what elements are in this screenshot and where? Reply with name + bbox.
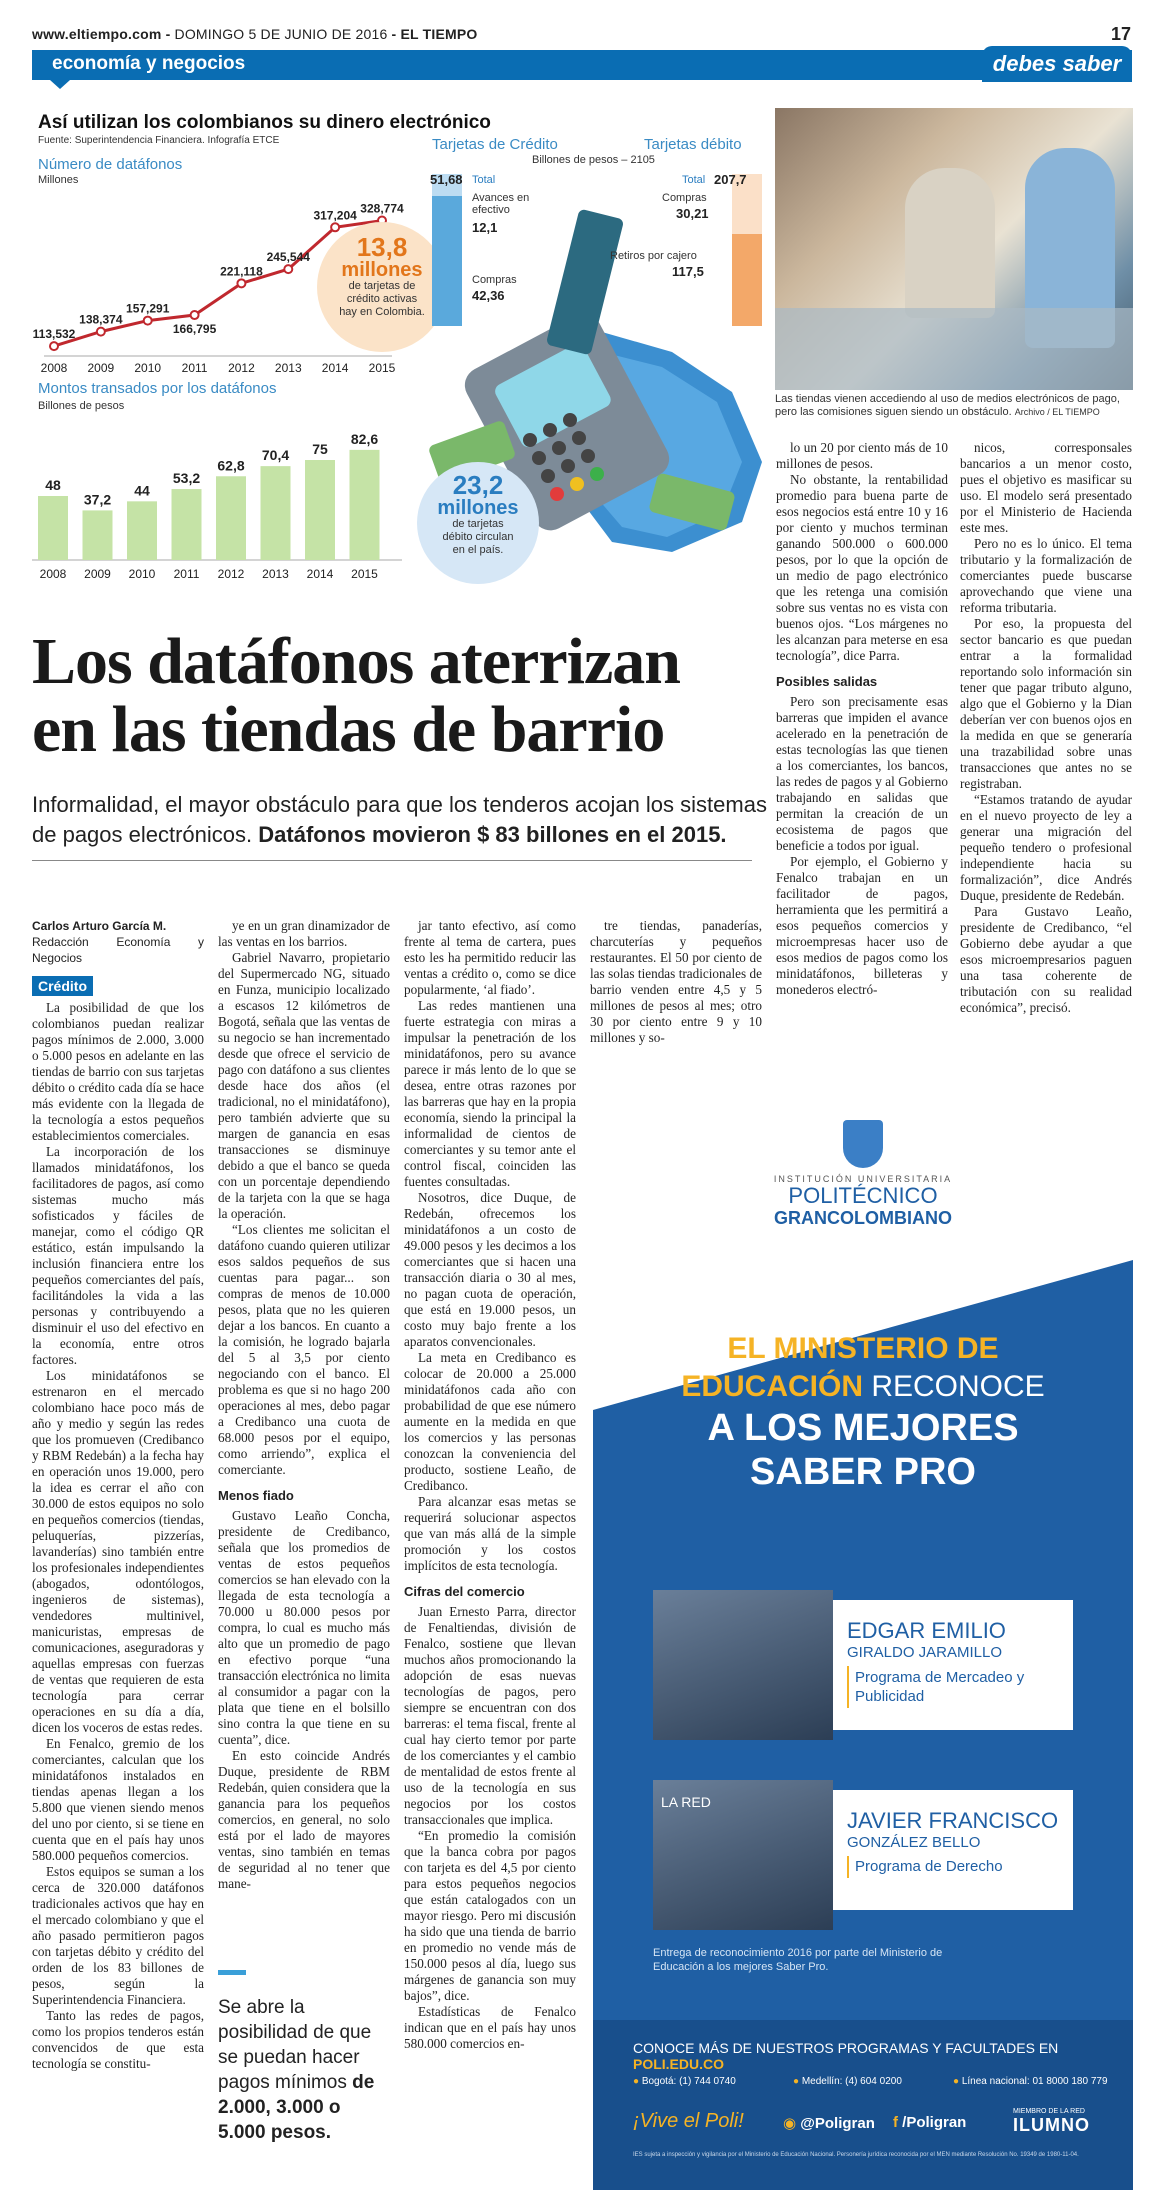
phone-nacional-text: Línea nacional: 01 8000 180 779 xyxy=(961,2076,1108,2087)
bar-value-label: 75 xyxy=(312,441,328,457)
article-column-1 xyxy=(32,918,204,2072)
debit-retiros-label: Retiros por cajero xyxy=(610,250,697,262)
paragraph: La posibilidad de que los colombianos puedan realizar pagos mínimos de 2.000, 3.000 o 5.000 pesos en adelante en las tiendas de barrio con sus tarjetas débito o crédito cada día se hace más evidente con la llegada de la tecnología a estos pequeños establecimientos comerciales. xyxy=(32,1000,204,1143)
data-label: 157,291 xyxy=(126,301,170,316)
data-label: 166,795 xyxy=(172,322,217,337)
ad-photo-caption: Entrega de reconocimiento 2016 por parte del Ministerio de Educación a los mejores Saber Pro. xyxy=(653,1947,943,1973)
montos-chart-title: Montos transados por los datáfonos xyxy=(38,380,277,397)
debit-compras-value: 30,21 xyxy=(676,206,709,221)
credit-compras-label: Compras xyxy=(472,274,517,286)
ad-person1-last: GIRALDO JARAMILLO xyxy=(847,1644,1003,1661)
paragraph: Pero son precisamente esas barreras que impiden el avance acelerado en la penetración de estas tecnologías las que tienen a los comerciantes, los bancos, las redes de pagos y al Gobierno trabajando en salidas que permitan la creación de un ecosistema de pagos que beneficie a todos por igual. xyxy=(776,694,948,853)
facebook-text: /Poligran xyxy=(902,2114,967,2131)
shield-icon xyxy=(843,1120,883,1168)
datafonos-chart-unit: Millones xyxy=(38,174,79,186)
data-label: 221,118 xyxy=(220,264,263,279)
ad-brand-2: GRANCOLOMBIANO xyxy=(774,1208,952,1228)
credit-cards-unit: millones xyxy=(341,259,423,281)
x-tick-label: 2012 xyxy=(228,361,255,375)
paragraph: Gustavo Leaño Concha, presidente de Credibanco, señala que los promedios de ventas de estos pequeños comercios se han elevado con la llegada de esta tecnología a 70.000 u 80.000 pesos por compra, lo cual es mucho más alto que un promedio de pago en efectivo porque “una transacción electrónica no limita al consumidor a pagar con la plata que tiene en el bolsillo sino contra la que tiene en su cuenta”, dice. xyxy=(218,1508,390,1747)
bar xyxy=(83,510,113,560)
credit-title: Tarjetas de Crédito xyxy=(432,136,558,153)
infographic xyxy=(32,112,762,592)
paragraph: La meta en Credibanco es colocar de 20.000 a 25.000 minidatáfonos cada año con probabilidad de que ese número aumente en la medida en que los comercios y las personas conozcan la conveniencia del producto, sostiene Leaño, de Credibanco. xyxy=(404,1350,576,1493)
bar xyxy=(305,460,335,560)
x-tick-label: 2014 xyxy=(321,361,349,375)
paragraph: tre tiendas, panaderías, charcuterías y pequeños restaurantes. El 50 por ciento de las solas tiendas tradicionales de barrio venden entre 4,5 y 5 millones de pesos al mes; otro 30 por ciento entre 9 y 10 millones y so- xyxy=(590,918,762,1045)
ad-twitter[interactable] xyxy=(783,2114,875,2132)
data-label: 113,532 xyxy=(32,327,76,342)
column-3b-text xyxy=(404,1604,576,2052)
bar-value-label: 37,2 xyxy=(83,491,112,508)
article-column-5 xyxy=(776,440,948,998)
x-tick-label: 2013 xyxy=(262,567,289,581)
credit-cards-text: de tarjetas de crédito activas hay en Colombia. xyxy=(339,280,425,318)
data-point xyxy=(237,279,245,287)
phone-icon: ● xyxy=(633,2076,640,2087)
x-tick-label: 2015 xyxy=(351,567,378,581)
data-point xyxy=(97,328,105,336)
credit-total-value: 51,68 xyxy=(430,172,463,187)
ad-network xyxy=(1013,2108,1090,2136)
subhead-menos-fiado: Menos fiado xyxy=(218,1488,294,1503)
ad-line-3: A LOS MEJORES xyxy=(707,1407,1019,1449)
debit-cards-unit: millones xyxy=(437,497,519,519)
datafonos-chart-title: Número de datáfonos xyxy=(38,156,183,173)
photo-caption xyxy=(775,393,1133,419)
debit-total-value: 207,7 xyxy=(714,172,747,187)
paragraph: “Estamos tratando de ayudar en el nuevo proyecto de ley a generar una migración del pequeño tendero o profesional independiente hacia su formalización”, dice Andrés Duque, presidente de Redebán. xyxy=(960,792,1132,903)
photo-caption-text: Las tiendas vienen accediendo al uso de medios electrónicos de pago, pero las comisiones siguen siendo un obstáculo. xyxy=(775,393,1120,418)
ad-photo-1 xyxy=(653,1590,833,1740)
montos-bar-chart xyxy=(32,412,412,592)
section-notch xyxy=(50,80,70,89)
paragraph: Por ejemplo, el Gobierno y Fenalco trabajan en un facilitador de pagos, herramienta que les permitirá a esos pequeños comercios y microempresas hacer uso de esos medios de pagos como los minidatáfonos, billeteras y monederos electró- xyxy=(776,854,948,997)
pullquote xyxy=(218,1995,390,2145)
subhead-salidas: Posibles salidas xyxy=(776,674,878,689)
paragraph: Gabriel Navarro, propietario del Supermercado NG, situado en Funza, municipio localizado a escasos 12 kilómetros de Bogotá, señala que las ventas de su negocio se han incrementado desde que ofrece el servicio de pago con datáfono a sus clientes desde hace dos años (el tradicional, no el minidatáfono), pero también advierte que su margen de ganancia en esas transacciones se disminuye debido a que el banco se queda con un porcentaje dependiendo de la tarjeta con la que se haga la operación. xyxy=(218,950,390,1221)
paragraph: lo un 20 por ciento más de 10 millones de pesos. xyxy=(776,440,948,471)
paragraph: No obstante, la rentabilidad promedio para buena parte de esos negocios está entre 10 y 16 por ciento y muchos terminan ganando 500.000 o 600.000 pesos, por lo que la opción de un medio de pago electrónico que les retenga una comisión sobre sus ventas no es vista con buenos ojos. “Los márgenes no les alcanzan para meterse en esa tecnología”, dice Parra. xyxy=(776,472,948,663)
x-tick-label: 2012 xyxy=(217,567,245,581)
data-label: 138,374 xyxy=(79,312,123,327)
article-column-2 xyxy=(218,918,390,1892)
x-tick-label: 2008 xyxy=(40,361,68,375)
subhead-cifras: Cifras del comercio xyxy=(404,1584,525,1599)
column-5-text xyxy=(776,440,948,664)
photo-credit: Archivo / EL TIEMPO xyxy=(1014,407,1100,417)
paragraph: Estadísticas de Fenalco indican que en el país hay unos 580.000 comercios en- xyxy=(404,2004,576,2051)
facebook-icon: f xyxy=(893,2114,898,2131)
network-name: ILUMNO xyxy=(1013,2115,1090,2135)
ad-line-2b: RECONOCE xyxy=(871,1370,1045,1403)
credit-total-label: Total xyxy=(472,174,496,186)
advertisement[interactable] xyxy=(593,1080,1133,2190)
paper-name: EL TIEMPO xyxy=(400,26,478,42)
paragraph: “En promedio la comisión que la banca cobra por pagos con tarjeta es del 4,5 por ciento para estos pequeños negocios que están catalogados con un mayor riesgo. Pero mi discusión ha sido que una tienda de barrio en promedio no vende más de 150.000 pesos al día, luego sus márgenes de ganancia son muy bajos”, dice. xyxy=(404,1828,576,2003)
ad-cta-text: CONOCE MÁS DE NUESTROS PROGRAMAS Y FACULTADES EN xyxy=(633,2040,1059,2056)
twitter-text: @Poligran xyxy=(800,2115,875,2132)
column-3-text xyxy=(404,918,576,1574)
section-tab: debes saber xyxy=(982,46,1132,82)
x-tick-label: 2010 xyxy=(128,567,156,581)
ad-cta-url[interactable]: POLI.EDU.CO xyxy=(633,2056,725,2072)
ad-phone-medellin xyxy=(793,2076,902,2087)
phone-bogota-text: Bogotá: (1) 744 0740 xyxy=(641,2076,736,2087)
column-6-text xyxy=(960,440,1132,1016)
paragraph: Pero no es lo único. El tema tributario y la formalización de comerciantes puede buscarse aprovechando que viene una reforma tributaria. xyxy=(960,536,1132,615)
x-tick-label: 2010 xyxy=(134,361,162,375)
ad-facebook[interactable] xyxy=(893,2114,966,2131)
debit-retiros-value: 117,5 xyxy=(672,264,704,279)
deck xyxy=(32,790,772,850)
credit-compras-value: 42,36 xyxy=(472,288,505,303)
bar xyxy=(261,466,291,560)
phone-medellin-text: Medellín: (4) 604 0200 xyxy=(801,2076,902,2087)
column-4-text xyxy=(590,918,762,1046)
data-label: 317,204 xyxy=(313,208,357,223)
pullquote-text: Se abre la posibilidad de que se puedan hacer pagos mínimos xyxy=(218,1997,372,2093)
bar xyxy=(38,496,68,560)
paragraph: ye en un gran dinamizador de las ventas en los barrios. xyxy=(218,918,390,949)
paragraph: Tanto las redes de pagos, como los propios tenderos están convencidos de que esta tecnología se constitu- xyxy=(32,2008,204,2071)
credit-bar xyxy=(432,174,462,326)
data-point xyxy=(191,311,199,319)
x-tick-label: 2014 xyxy=(306,567,334,581)
phone-icon: ● xyxy=(793,2076,800,2087)
paragraph: En Fenalco, gremio de los comerciantes, calculan que los minidatáfonos instalados en tiendas apenas llegan a los 5.800 que vienen siendo menos del uno por ciento, si se tiene en cuenta que en el país hay unos 580.000 pequeños comercios. xyxy=(32,1736,204,1863)
column-1-text xyxy=(32,1000,204,2072)
bar-value-label: 48 xyxy=(45,477,61,493)
credit-avances-value: 12,1 xyxy=(472,220,498,235)
montos-chart-unit: Billones de pesos xyxy=(38,400,125,412)
x-tick-label: 2008 xyxy=(39,567,67,581)
section-title: economía y negocios xyxy=(52,53,246,74)
article-column-3 xyxy=(404,918,576,2052)
ad-phone-bogota xyxy=(633,2076,736,2087)
cards-unit: Billones de pesos – 2105 xyxy=(532,154,655,166)
bar-value-label: 82,6 xyxy=(350,430,379,447)
deck-text: Informalidad, el mayor obstáculo para que los tenderos acojan los sistemas de pagos electrónicos. xyxy=(32,792,767,847)
debit-cards-bubble xyxy=(417,462,539,584)
ad-headline xyxy=(593,1330,1133,1494)
headline: Los datáfonos aterrizan en las tiendas de barrio xyxy=(32,625,680,766)
column-2-text xyxy=(218,918,390,1478)
author-name: Carlos Arturo García M. xyxy=(32,919,167,933)
author-role: Redacción Economía y Negocios xyxy=(32,935,204,965)
ad-card-2 xyxy=(833,1790,1073,1910)
debit-compras-label: Compras xyxy=(662,192,707,204)
bar-value-label: 62,8 xyxy=(217,457,245,474)
x-tick-label: 2009 xyxy=(87,361,115,375)
data-point xyxy=(50,342,58,350)
data-point xyxy=(331,223,339,231)
paragraph: Para Gustavo Leaño, presidente de Credibanco, “el Gobierno debe ayudar a que esos microempresarios paguen una tasa coherente de tributación con su realidad económica”, precisó. xyxy=(960,904,1132,1015)
page-number: 17 xyxy=(1110,24,1131,44)
ad-person2-program: Programa de Derecho xyxy=(855,1858,1003,1875)
paragraph: Nosotros, dice Duque, de Redebán, ofrecemos los minidatáfonos a un costo de 49.000 pesos y les decimos a los comerciantes que si hacen una transacción diaria o 30 al mes, no pagan cuota de operación, que está en 19.000 pesos, un costo muy bajo frente a los aparatos convencionales. xyxy=(404,1190,576,1349)
ad-cta xyxy=(633,2040,1133,2072)
ad-legal: IES sujeta a inspección y vigilancia por el Ministerio de Educación Nacional. Personería jurídica reconocida por el MEN mediante Resolución No. 19349 de 1980-11-04. xyxy=(633,2152,1079,2158)
ad-photo-2 xyxy=(653,1780,833,1930)
pullquote-bar xyxy=(218,1970,246,1975)
paragraph: “Los clientes me solicitan el datáfono cuando quieren utilizar esos saldos pequeños de sus cuentas para pagar... son compras de menos de 10.000 pesos, plata que no les quieren dejar a los bancos. En cuanto a la comisión, he logrado bajarla del 5 al 3,5 por ciento negociando con el banco. El problema es que si no hago 200 operaciones al mes, debo pagar a Credibanco una cuota de 68.000 pesos por el equipo, como arriendo”, explica el comerciante. xyxy=(218,1222,390,1477)
paragraph: Por eso, la propuesta del sector bancario es que puedan entrar a la formalidad reportando solo información sin tener que pagar tributo alguno, algo que el Gobierno y la Dian deberían ver con buenos ojos en la medida en que se generaría una trazabilidad sobre unas transacciones que antes no se registraban. xyxy=(960,616,1132,791)
infographic-source: Fuente: Superintendencia Financiera. Infografía ETCE xyxy=(38,135,280,146)
ad-person1-first: EDGAR EMILIO xyxy=(847,1618,1006,1643)
data-label: 245,544 xyxy=(266,250,310,265)
phone-icon: ● xyxy=(953,2076,960,2087)
ad-banner-text: LA RED xyxy=(661,1794,711,1810)
ad-line-2a: EDUCACIÓN xyxy=(681,1370,863,1403)
ad-line-1: EL MINISTERIO DE xyxy=(727,1332,999,1365)
pullquote-bold-b: 2.000, 3.000 o 5.000 pesos. xyxy=(218,2097,341,2143)
bar xyxy=(172,489,202,560)
x-tick-label: 2013 xyxy=(274,361,302,375)
paragraph: nicos, corresponsales bancarios a un menor costo, pues el objetivo es masificar su uso. El modelo será presentado por el Ministerio de Hacienda este mes. xyxy=(960,440,1132,535)
data-point xyxy=(144,317,152,325)
section-bar xyxy=(32,50,1132,80)
x-tick-label: 2015 xyxy=(368,361,396,375)
bar-value-label: 44 xyxy=(134,482,150,499)
debit-cards-text: de tarjetas débito circulan en el país. xyxy=(442,518,514,556)
credit-avances-label: Avances en efectivo xyxy=(472,192,530,216)
paragraph: Juan Ernesto Parra, director de Fenaltiendas, división de Fenalco, sostiene que llevan muchos años promocionando la adopción de esas nuevas tecnologías de pagos, pero siempre se encuentran con dos barreras: el tema fiscal, frente al cual hay cierto temor por parte de los comerciantes y el cambio de mentalidad de estos frente al uso de la tecnología en sus negocios por los costos transaccionales que implica. xyxy=(404,1604,576,1827)
paragraph: La incorporación de los llamados minidatáfonos, los facilitadores de pagos, así como sistemas mucho más sofisticados y fáciles de manejar, como el código QR estático, están impulsando la inclusión financiera entre los pequeños comerciantes del país, facilitándoles la vida a las personas y contribuyendo a disminuir el uso del efectivo en la economía, entre otros factores. xyxy=(32,1144,204,1367)
paragraph: Las redes mantienen una fuerte estrategia con miras a impulsar la penetración de los minidatáfonos, pero su avance parece ir más lento de lo que se desea, entre otras razones por las barreras que hay en la propia economía, siendo la principal la informalidad de cientos de comerciantes y su temor ante el control fiscal, coinciden las fuentes consultadas. xyxy=(404,998,576,1189)
site-url[interactable]: www.eltiempo.com xyxy=(32,26,162,42)
ad-phone-nacional xyxy=(953,2076,1108,2087)
twitter-icon: ◉ xyxy=(783,2115,797,2132)
paragraph: Para alcanzar esas metas se requerirá solucionar aspectos que van más allá de la simple promoción y los costos implícitos de esta tecnología. xyxy=(404,1494,576,1573)
debit-total-label: Total xyxy=(682,174,706,186)
ad-person2-last: GONZÁLEZ BELLO xyxy=(847,1834,981,1851)
x-tick-label: 2009 xyxy=(84,567,111,581)
column-2b-text xyxy=(218,1508,390,1892)
paragraph: Los minidatáfonos se estrenaron en el mercado colombiano hace poco más de año y medio y según las redes que los promueven (Credibanco y RBM Redebán) a la fecha hay en operación unos 19.000, pero la idea es cerrar el año con 30.000 de estos equipos no solo en pequeños comercios (tiendas, peluquerías, pizzerías, lavanderías) sino también entre los profesionales independientes (abogados, odontólogos, ingenieros de sistemas), vendedores multinivel, manicuristas, empresas de comunicaciones, aseguradoras y aquellas empresas con fuerzas de ventas que requieren de esta tecnología para cerrar operaciones en su día a día, dicen los voceros de estas redes. xyxy=(32,1368,204,1735)
bar xyxy=(350,450,380,560)
pullquote-bold-a: de xyxy=(352,2072,375,2093)
ad-slogan: ¡Vive el Poli! xyxy=(633,2110,744,2132)
ad-logo xyxy=(593,1120,1133,1228)
data-label: 328,774 xyxy=(360,201,404,216)
debit-title: Tarjetas débito xyxy=(644,136,742,153)
page-header: www.eltiempo.com - DOMINGO 5 DE JUNIO DE 2016 - EL TIEMPO xyxy=(32,26,478,42)
ad-institution: INSTITUCIÓN UNIVERSITARIA xyxy=(773,1174,953,1184)
deck-rule xyxy=(32,860,752,861)
bar xyxy=(127,501,157,560)
x-tick-label: 2011 xyxy=(181,361,208,375)
ad-line-4: SABER PRO xyxy=(750,1451,976,1493)
bar-value-label: 70,4 xyxy=(261,447,290,464)
network-small: MIEMBRO DE LA RED xyxy=(1013,2108,1085,2115)
bar xyxy=(216,476,246,560)
paragraph: Estos equipos se suman a los cerca de 320.000 datáfonos tradicionales activos que hay en el mercado colombiano y que el año pasado permitieron pagos con tarjetas débito y crédito del orden de los 83 billones de pesos, según la Superintendencia Financiera. xyxy=(32,1864,204,2007)
debit-cards-value: 23,2 xyxy=(452,470,504,500)
paragraph: jar tanto efectivo, así como frente al tema de cartera, pues esto les ha permitido reducir las ventas a crédito o, como se dice popularmente, ‘al fiado’. xyxy=(404,918,576,997)
credit-cards-value: 13,8 xyxy=(356,232,408,262)
dateline: DOMINGO 5 DE JUNIO DE 2016 xyxy=(174,26,388,42)
paragraph: En esto coincide Andrés Duque, presidente de RBM Redebán, quien considera que la ganancia para los pequeños comercios, en general, no solo está por el lado de mayores ventas, sino también en temas de seguridad al no tener que mane- xyxy=(218,1748,390,1891)
ad-person1-program: Programa de Mercadeo y Publicidad xyxy=(855,1669,1025,1705)
bar-value-label: 53,2 xyxy=(172,470,201,487)
ad-person2-first: JAVIER FRANCISCO xyxy=(847,1808,1059,1833)
deck-bold: Datáfonos movieron $ 83 billones en el 2015. xyxy=(258,822,727,847)
data-point xyxy=(284,265,292,273)
article-column-4 xyxy=(590,918,762,1046)
ad-card-1 xyxy=(833,1600,1073,1730)
infographic-title: Así utilizan los colombianos su dinero electrónico xyxy=(38,112,491,133)
article-column-6 xyxy=(960,440,1132,1016)
ad-brand-1: POLITÉCNICO xyxy=(788,1183,938,1208)
column-5b-text xyxy=(776,694,948,998)
x-tick-label: 2011 xyxy=(173,567,200,581)
credito-tag: Crédito xyxy=(32,976,93,996)
store-photo xyxy=(775,108,1133,390)
